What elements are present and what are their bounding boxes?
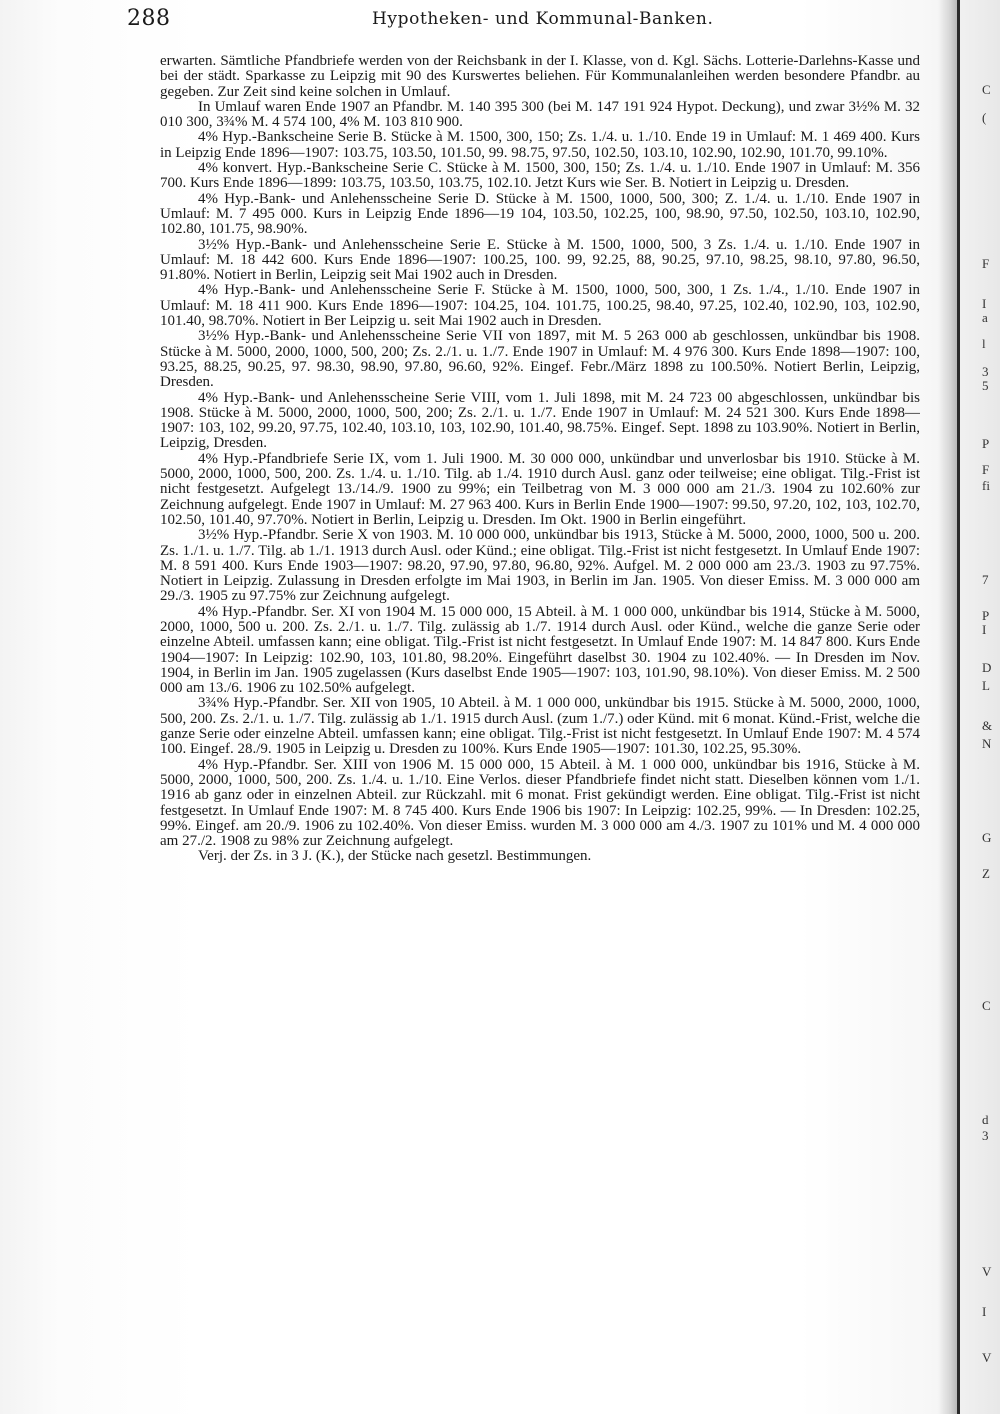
paragraph-serie-vii: 3½% Hyp.-Bank- und Anlehensscheine Serie VII von 1897, mit M. 5 263 000 ab geschlossen, unkündbar bis 1908. Stücke à M. 5000, 2000, 1000, 500, 200; Zs. 2./1. u. 1./7. Ende 1907 in Umlauf: M. 4 976 300. Kurs Ende 1898—1907: 100, 93.25, 88.25, 90.25, 97. 98.30, 98.90, 97.80, 96.60, 92%. Eingef. Febr./März 1898 zu 100.50%. Notiert Berlin, Leipzig, Dresden. — [160, 328, 920, 391]
paragraph-serie-e: 3½% Hyp.-Bank- und Anlehensscheine Serie E. Stücke à M. 1500, 1000, 500, 3 Zs. 1./4. u. 1./10. Ende 1907 in Umlauf: M. 18 442 600. Kurs Ende 1896—1907: 100.25, 100. 99, 92.25, 88, 90.25, 97.10, 98.25, 98.10, 97.80, 96.50, 91.80%. Notiert in Berlin, Leipzig seit Mai 1902 auch in Dresden. — [160, 236, 920, 284]
margin-fragment: l — [982, 336, 986, 351]
paragraph-umlauf: In Umlauf waren Ende 1907 an Pfandbr. M. 140 395 300 (bei M. 147 191 924 Hypot. Deckung), und zwar 3½% M. 32 010 300, 3¾% M. 4 574 100, 4% M. 103 810 900. — [160, 98, 920, 131]
margin-fragment: F — [982, 256, 990, 271]
margin-fragment: a — [982, 310, 988, 325]
paragraph-serie-f: 4% Hyp.-Bank- und Anlehensscheine Serie F. Stücke à M. 1500, 1000, 500, 300, 1 Zs. 1./4., 1./10. Ende 1907 in Umlauf: M. 18 411 900. Kurs Ende 1896—1907: 104.25, 104. 101.75, 100.25, 98.40, 97.25, 102.40, 102.90, 103, 102.90, 101.40, 98.70%. Notiert in Ber Leipzig u. seit Mai 1902 auch in Dresden. — [160, 282, 920, 330]
page-header — [0, 0, 1000, 40]
margin-fragment: P — [982, 608, 990, 623]
margin-fragment: C — [982, 998, 991, 1013]
gutter-shadow — [938, 0, 958, 1414]
margin-fragment: I — [982, 1304, 987, 1319]
text-column — [160, 54, 920, 1394]
margin-fragment: I — [982, 622, 987, 637]
paragraph-serie-xiii: 4% Hyp.-Pfandbr. Ser. XIII von 1906 M. 15 000 000, 15 Abteil. à M. 1 000 000, unkündbar bis 1916, Stücke à M. 5000, 2000, 1000, 500, 200. Zs. 1./4. u. 1./10. Eine Verlos. dieser Pfandbriefe findet nicht statt. Dieselben können vom 1./1. 1916 ab ganz oder in einzelnen Abteil. zur Rückzahl. mit 6 monat. Frist gekündigt werden. Eine obligat. Tilg.-Frist ist nicht festgesetzt. In Umlauf Ende 1907: M. 8 745 400. Kurs Ende 1906 bis 1907: In Leipzig: 102.25, 99%. — In Dresden: 102.25, 99%. Eingef. am 20./9. 1906 zu 102.40%. Von dieser Emiss. wurden M. 3 000 000 am 4./3. 1907 zu 101% und M. 4 000 000 am 27./2. 1908 zu 98% zur Zeichnung aufgelegt. — [160, 756, 920, 850]
margin-fragment: 5 — [982, 378, 989, 393]
paragraph-serie-c: 4% konvert. Hyp.-Bankscheine Serie C. Stücke à M. 1500, 300, 150; Zs. 1./4. u. 1./10. Ende 1907 in Umlauf: M. 356 700. Kurs Ende 1896—1899: 103.75, 103.50, 103.75, 102.10. Jetzt Kurs wie Ser. B. Notiert in Leipzig u. Dresden. — [160, 160, 920, 192]
margin-fragment: 7 — [982, 572, 989, 587]
margin-fragment: V — [982, 1350, 992, 1365]
paragraph-serie-x: 3½% Hyp.-Pfandbr. Serie X von 1903. M. 10 000 000, unkündbar bis 1913, Stücke à M. 5000, 2000, 1000, 500 u. 200. Zs. 1./1. u. 1./7. Tilg. ab 1./1. 1913 durch Ausl. oder Künd.; eine obligat. Tilg.-Frist ist nicht festgesetzt. In Umlauf Ende 1907: M. 8 591 400. Kurs Ende 1903—1907: 98.20, 97.90, 97.80, 96.80, 92%. Aufgel. M. 2 000 000 am 23./3. 1903 zu 97.75%. Notiert in Leipzig. Zulassung in Dresden erfolgte im Mai 1903, in Berlin im Jan. 1905. Von dieser Emiss. M. 3 000 000 am 29./3. 1905 zu 97.75% zur Zeichnung aufgelegt. — [160, 527, 920, 605]
paragraph-serie-ix: 4% Hyp.-Pfandbriefe Serie IX, vom 1. Juli 1900. M. 30 000 000, unkündbar und unverlosbar bis 1910. Stücke à M. 5000, 2000, 1000, 500, 200. Zs. 1./4. u. 1./10. Tilg. ab 1./4. 1910 durch Ausl. ganz oder teilweise; eine obligat. Tilg.-Frist ist nicht festgesetzt. Aufgelegt 13./14./9. 1900 zu 99%; ein Teilbetrag von M. 3 000 000 am 21./3. 1904 zu 102.60% zur Zeichnung aufgelegt. Ende 1907 in Umlauf: M. 27 963 400. Kurs in Berlin Ende 1900—1907: 99.50, 97.20, 102, 103, 102.70, 102.50, 101.40, 97.70%. Notiert in Berlin, Leipzig u. Dresden. Im Okt. 1900 in Berlin eingeführt. — [160, 450, 920, 528]
margin-fragment: F — [982, 462, 990, 477]
margin-fragment: L — [982, 678, 990, 693]
paragraph-serie-viii: 4% Hyp.-Bank- und Anlehensscheine Serie VIII, vom 1. Juli 1898, mit M. 24 723 00 abgeschlossen, unkündbar bis 1908. Stücke à M. 5000, 2000, 1000, 500, 200; Zs. 2./1. u. 1./7. Ende 1907 in Umlauf: M. 24 521 300. Kurs Ende 1898—1907: 103, 102, 99.20, 97.75, 102.40, 103.10, 103, 102.90, 101.40, 98.75%. Eingef. Sept. 1898 zu 103.90%. Notiert in Berlin, Leipzig, Dresden. — [160, 389, 920, 452]
paragraph-serie-d: 4% Hyp.-Bank- und Anlehensscheine Serie D. Stücke à M. 1500, 1000, 500, 300; Z. 1./4. u. 1./10. Ende 1907 in Umlauf: M. 7 495 000. Kurs in Leipzig Ende 1896—19 104, 103.50, 102.25, 100, 98.90, 97.50, 102.50, 103.10, 102.90, 102.80, 101.75, 98.90%. — [160, 190, 920, 238]
margin-fragment: d — [982, 1112, 989, 1127]
margin-fragment: Z — [982, 866, 990, 881]
adjacent-page-fragments — [982, 60, 998, 1400]
running-head: Hypotheken- und Kommunal-Banken. — [372, 9, 714, 29]
margin-fragment: 3 — [982, 1128, 989, 1143]
margin-fragment: I — [982, 296, 987, 311]
margin-fragment: & — [982, 718, 993, 733]
margin-fragment: fi — [982, 478, 990, 493]
margin-fragment: C — [982, 82, 991, 97]
margin-fragment: P — [982, 436, 990, 451]
margin-fragment: N — [982, 736, 992, 751]
page-number: 288 — [127, 6, 171, 31]
paragraph-verjaehrung: Verj. der Zs. in 3 J. (K.), der Stücke nach gesetzl. Bestimmungen. — [198, 848, 592, 865]
binding-edge — [957, 0, 960, 1414]
paragraph-serie-xi: 4% Hyp.-Pfandbr. Ser. XI von 1904 M. 15 000 000, 15 Abteil. à M. 1 000 000, unkündbar bis 1914, Stücke à M. 5000, 2000, 1000, 500 u. 200. Zs. 2./1. u. 1./7. Tilg. zulässig ab 1./7. 1914 durch Ausl. oder Künd., welche die ganze Serie oder einzelne Abteil. umfassen kann; eine obligat. Tilg.-Frist ist nicht festgesetzt. In Umlauf Ende 1907: M. 14 847 800. Kurs Ende 1904—1907: In Leipzig: 102.90, 103, 101.80, 98.20%. Eingeführt daselbst 30. 1904 zu 102.40%. — In Dresden im Nov. 1904, in Berlin im Jan. 1905 zugelassen (Kurs daselbst Ende 1905—1907: 103, 101.90, 98.10%). Von dieser Emiss. M. 2 500 000 am 13./6. 1906 zu 102.50% aufgelegt. — [160, 603, 920, 697]
margin-fragment: V — [982, 1264, 992, 1279]
paragraph-intro: erwarten. Sämtliche Pfandbriefe werden von der Reichsbank in der I. Klasse, von d. Kgl. Sächs. Lotterie-Darlehns-Kasse und bei der städt. Sparkasse zu Leipzig mit 90 des Kurswertes beliehen. Für Kommunalanleihen werden besondere Pfandbr. au gegeben. Zur Zeit sind keine solchen in Umlauf. — [160, 54, 920, 100]
margin-fragment: D — [982, 660, 992, 675]
margin-fragment: G — [982, 830, 992, 845]
margin-fragment: ( — [982, 110, 987, 125]
paragraph-serie-b: 4% Hyp.-Bankscheine Serie B. Stücke à M. 1500, 300, 150; Zs. 1./4. u. 1./10. Ende 19 in Umlauf: M. 1 469 400. Kurs in Leipzig Ende 1896—1907: 103.75, 103.50, 101.50, 99. 98.75, 97.50, 102.50, 103.10, 102.90, 102.90, 101.70, 99.10%. — [160, 129, 920, 161]
margin-fragment: 3 — [982, 364, 989, 379]
paragraph-serie-xii: 3¾% Hyp.-Pfandbr. Ser. XII von 1905, 10 Abteil. à M. 1 000 000, unkündbar bis 1915. Stücke à M. 5000, 2000, 1000, 500, 200. Zs. 2./1. u. 1./7. Tilg. zulässig ab 1./1. 1915 durch Ausl. (zum 1./7.) oder Künd. mit 6 monat. Künd.-Frist, welche die ganze Serie oder einzelne Abteil. umfassen kann; eine obligat. Tilg.-Frist ist nicht festgesetzt. In Umlauf Ende 1907: M. 4 574 100. Eingef. 28./9. 1905 in Leipzig u. Dresden zu 100%. Kurs Ende 1905—1907: 101.30, 102.25, 95.30%. — [160, 695, 920, 758]
